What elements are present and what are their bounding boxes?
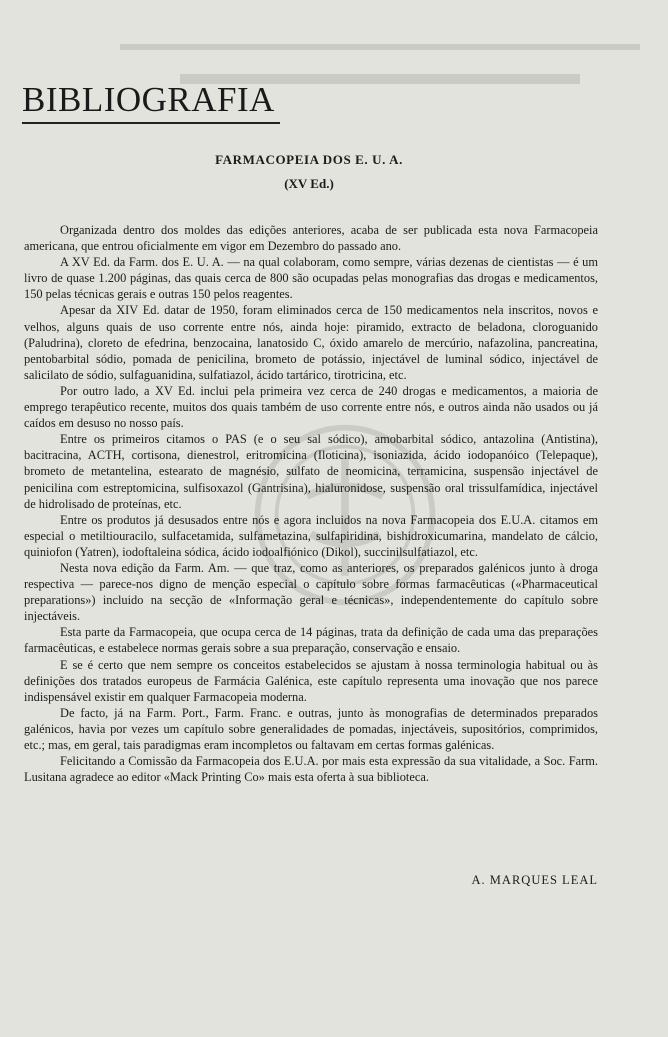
title-underline	[22, 122, 280, 124]
paragraph: Entre os primeiros citamos o PAS (e o seu sal sódico), amobarbital sódico, antazolina (Antistina), bacitracina, ACTH, cortisona, dienestrol, eritromicina (Iloticina), isoniazida, ácido iodopanóico (Telepaque), brometo de metantelina, estearato de magnésio, sulfato de neomicina, terramicina, suspensão injectável de penicilina com estreptomicina, sulfisoxazol (Gantrisina), hialuronidose, suspensão oral trissulfamídica, injectável de hidrolisado de proteínas, etc.	[24, 432, 598, 511]
paragraph: De facto, já na Farm. Port., Farm. Franc. e outras, junto às monografias de determinados preparados galénicos, havia por vezes um capítulo sobre generalidades de pomadas, injectáveis, supositórios, comprimidos, etc.; mas, em geral, tais paradigmas eram incompletos ou faltavam em certas formas galénicas.	[24, 705, 598, 752]
author-signature: A. MARQUES LEAL	[471, 873, 598, 887]
paragraph: A XV Ed. da Farm. dos E. U. A. — na qual colaboram, como sempre, várias dezenas de cientistas — é um livro de quase 1.200 páginas, das quais cerca de 800 são ocupadas pelas monografias das drogas e medicamentos, 150 pelas técnicas gerais e outras 150 pelos reagentes.	[24, 255, 598, 302]
article-subtitle: FARMACOPEIA DOS E. U. A.	[215, 152, 403, 167]
article-edition: (XV Ed.)	[284, 176, 334, 191]
article-body	[24, 222, 598, 785]
paragraph: Nesta nova edição da Farm. Am. — que traz, como as anteriores, os preparados galénicos junto à droga respectiva — parece-nos digno de menção especial o capítulo sobre formas farmacêuticas («Pharmaceutical preparations») incluido na secção de «Informação geral e técnicas», independentemente do capítulo sobre injectáveis.	[24, 560, 598, 624]
paragraph: E se é certo que nem sempre os conceitos estabelecidos se ajustam à nossa terminologia habitual ou às definições dos tratados europeus de Farmácia Galénica, este capítulo representa uma inovação que nos parece indispensável existir em qualquer Farmacopeia moderna.	[24, 657, 598, 704]
page-title: BIBLIOGRAFIA	[22, 80, 275, 119]
paragraph: Por outro lado, a XV Ed. inclui pela primeira vez cerca de 240 drogas e medicamentos, a maioria de emprego terapêutico recente, muitos dos quais também de uso corrente entre nós, e outros ainda não usados ou já caídos em desuso no nosso país.	[24, 383, 598, 431]
paragraph: Felicitando a Comissão da Farmacopeia dos E.U.A. por mais esta expressão da sua vitalidade, a Soc. Farm. Lusitana agradece ao editor «Mack Printing Co» mais esta oferta à sua biblioteca.	[24, 754, 598, 785]
paragraph: Esta parte da Farmacopeia, que ocupa cerca de 14 páginas, trata da definição de cada uma das preparações farmacêuticas, e estabelece normas gerais sobre a sua preparação, conservação e ensaio.	[24, 625, 598, 656]
paragraph: Entre os produtos já desusados entre nós e agora incluidos na nova Farmacopeia dos E.U.A. citamos em especial o metiltiouracilo, sulfacetamida, sulfametazina, sulfapiridina, bishidroxicumarina, mandelato de cálcio, quiniofon (Yatren), iodoftaleina sódica, ácido iodoalfiónico (Dikol), succinilsulfatiazol, etc.	[24, 512, 598, 559]
paragraph: Apesar da XIV Ed. datar de 1950, foram eliminados cerca de 150 medicamentos nela inscritos, novos e velhos, alguns quais de uso corrente entre nós, ainda hoje: piramido, extracto de beladona, cloroguanido (Paludrina), cloreto de efedrina, benzocaina, lanatosido C, óxido amarelo de mercúrio, nafazolina, pancreatina, pentobarbital sódio, pomada de penicilina, brometo de potássio, injectável de luminal sódico, injectável de salicilato de sódio, sulfaguanidina, sulfatiazol, ácido tartárico, tirotricina, etc.	[24, 303, 598, 382]
paragraph: Organizada dentro dos moldes das edições anteriores, acaba de ser publicada esta nova Farmacopeia americana, que entrou oficialmente em vigor em Dezembro do passado ano.	[24, 223, 598, 254]
